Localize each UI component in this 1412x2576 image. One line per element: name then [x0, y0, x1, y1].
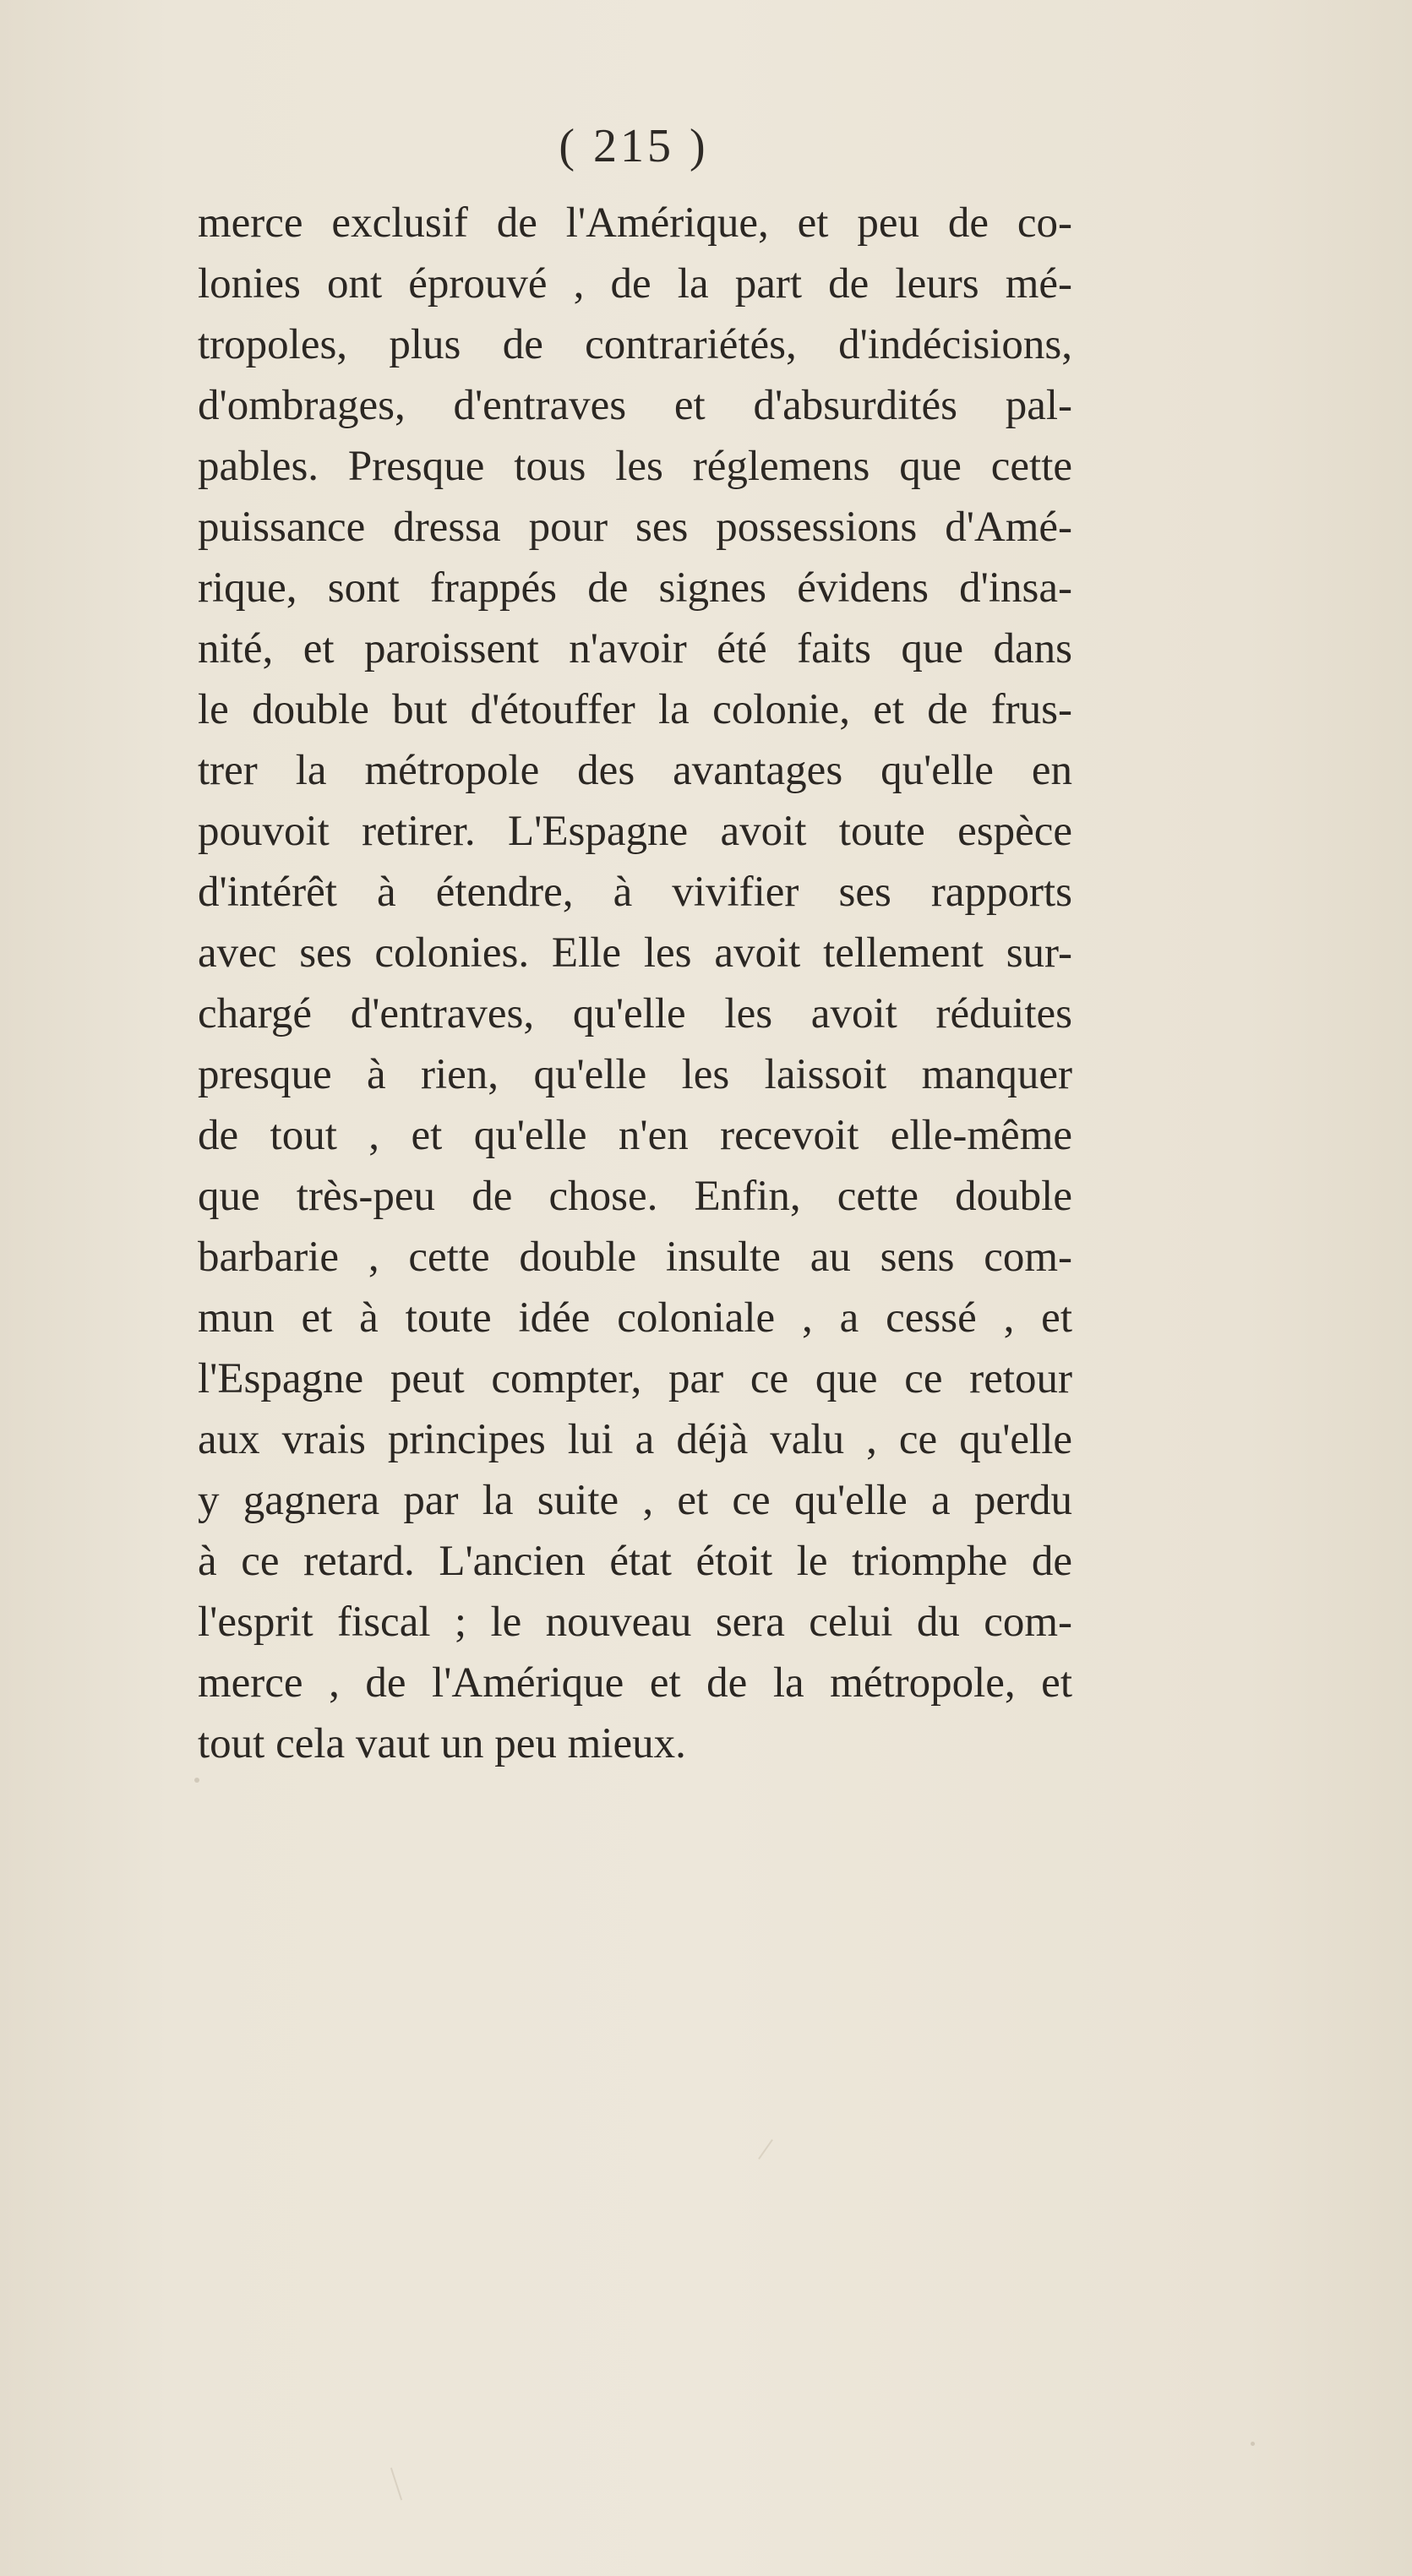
text-line: pouvoit retirer. L'Espagne avoit toute espèce — [198, 808, 1072, 855]
text-line: le double but d'étouffer la colonie, et de frus- — [198, 686, 1072, 733]
paper-mark — [758, 2139, 773, 2159]
text-line: trer la métropole des avantages qu'elle en — [198, 747, 1072, 794]
text-line: tropoles, plus de contrariétés, d'indécisions, — [198, 321, 1072, 368]
paper-mark — [390, 2468, 402, 2501]
text-line: lonies ont éprouvé , de la part de leurs mé- — [198, 260, 1072, 308]
paper-speck — [1251, 2442, 1255, 2446]
text-line: nité, et paroissent n'avoir été faits que dans — [198, 625, 1072, 673]
text-line: merce exclusif de l'Amérique, et peu de co- — [198, 199, 1072, 247]
text-line: merce , de l'Amérique et de la métropole, et — [198, 1659, 1072, 1707]
text-line: barbarie , cette double insulte au sens com- — [198, 1234, 1072, 1281]
paper-speck — [194, 1778, 199, 1783]
page-number: ( 215 ) — [559, 120, 709, 172]
text-line: l'Espagne peut compter, par ce que ce retour — [198, 1355, 1072, 1402]
text-line: tout cela vaut un peu mieux. — [198, 1720, 686, 1767]
text-line: pables. Presque tous les réglemens que cette — [198, 443, 1072, 490]
text-line: puissance dressa pour ses possessions d'Amé- — [198, 504, 1072, 551]
body-text — [198, 193, 1072, 1774]
text-line: presque à rien, qu'elle les laissoit manquer — [198, 1051, 1072, 1098]
text-line: que très-peu de chose. Enfin, cette double — [198, 1173, 1072, 1220]
text-line: l'esprit fiscal ; le nouveau sera celui du com- — [198, 1598, 1072, 1646]
text-line: rique, sont frappés de signes évidens d'insa- — [198, 564, 1072, 612]
text-line: y gagnera par la suite , et ce qu'elle a perdu — [198, 1477, 1072, 1524]
text-line: chargé d'entraves, qu'elle les avoit réduites — [198, 990, 1072, 1037]
text-line: de tout , et qu'elle n'en recevoit elle-même — [198, 1112, 1072, 1159]
text-line: d'intérêt à étendre, à vivifier ses rapports — [198, 869, 1072, 916]
text-line: mun et à toute idée coloniale , a cessé , et — [198, 1294, 1072, 1342]
text-line: aux vrais principes lui a déjà valu , ce qu'elle — [198, 1416, 1072, 1463]
text-line: avec ses colonies. Elle les avoit tellement sur- — [198, 929, 1072, 977]
text-line: à ce retard. L'ancien état étoit le triomphe de — [198, 1538, 1072, 1585]
text-line: d'ombrages, d'entraves et d'absurdités pal- — [198, 382, 1072, 429]
